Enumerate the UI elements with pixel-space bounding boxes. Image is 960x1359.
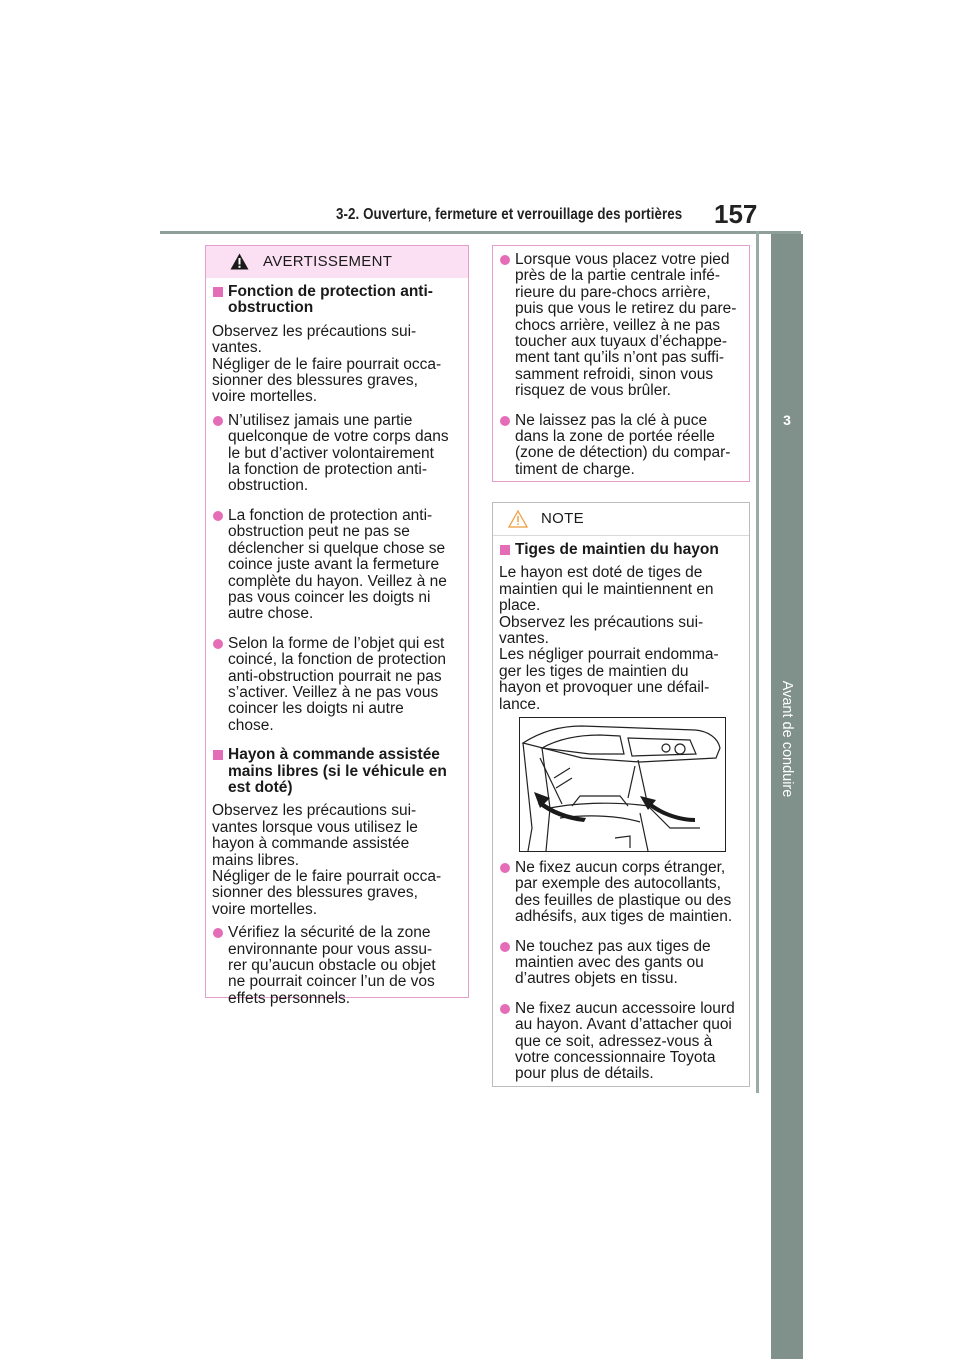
- page-number: 157: [714, 199, 758, 229]
- chapter-tab: [771, 234, 803, 1359]
- note-box: [492, 502, 750, 1087]
- tailgate-support-rods-illustration: [519, 717, 726, 852]
- warning-heading-hands-free: Hayon à commande assistée mains libres (si le véhicule en est doté): [212, 747, 456, 796]
- warning-triangle-icon: [230, 253, 249, 270]
- warning-heading-anti-obstruction: Fonction de protection anti- obstruction: [212, 284, 456, 317]
- caution-triangle-icon: [508, 510, 528, 528]
- chapter-divider: [756, 231, 759, 1093]
- note-bullet: Ne fixez aucun corps étranger, par exemple des autocollants, des feuilles de plastique ou des adhésifs, aux tiges de maintien.: [499, 860, 737, 926]
- note-heading-support-rods: Tiges de maintien du hayon: [499, 542, 737, 558]
- warning-consequence: Négliger de le faire pourrait occa- sionner des blessures graves, voire mortelles.: [212, 868, 442, 918]
- warning-bullet: Lorsque vous placez votre pied près de la partie centrale infé- rieure du pare-chocs arrière, puis que vous le retirez du pare- chocs arrière, veillez à ne pas toucher aux tuyaux d’échappe- ment tant qu’ils n’ont pas suffi- samment refroidi, sinon vous risquez de vous brûler.: [499, 252, 737, 400]
- warning-box-continued: [492, 245, 750, 482]
- note-intro: Observez les précautions sui- vantes.: [499, 613, 704, 648]
- note-intro: Le hayon est doté de tiges de maintien qui le maintiennent en place.: [499, 564, 714, 615]
- warning-label: AVERTISSEMENT: [263, 253, 393, 270]
- note-label: NOTE: [541, 510, 584, 527]
- warning-intro: Observez les précautions sui- vantes.: [212, 322, 417, 357]
- header-divider: [160, 231, 801, 234]
- warning-box: [205, 245, 469, 1007]
- warning-bullet: Vérifiez la sécurité de la zone environnante pour vous assu- rer qu’aucun obstacle ou objet ne pourrait coincer l’un de vos effets personnels.: [212, 925, 456, 1007]
- warning-bullet: Selon la forme de l’objet qui est coincé, la fonction de protection anti-obstruction pourrait ne pas s’activer. Veillez à ne pas vous coincer les doigts ni autre chose.: [212, 636, 456, 734]
- note-bullet: Ne touchez pas aux tiges de maintien avec des gants ou d’autres objets en tissu.: [499, 939, 737, 988]
- warning-intro: Observez les précautions sui- vantes lorsque vous utilisez le hayon à commande assistée mains libres.: [212, 802, 418, 869]
- warning-header: [206, 246, 468, 278]
- warning-bullet: N’utilisez jamais une partie quelconque de votre corps dans le but d’activer volontairement la fonction de protection anti- obstruction.: [212, 413, 456, 495]
- section-title: 3-2. Ouverture, fermeture et verrouillage des portières: [336, 206, 683, 223]
- note-header: [493, 503, 749, 536]
- warning-bullet: La fonction de protection anti- obstruction peut ne pas se déclencher si quelque chose se coince juste avant la fermeture complète du hayon. Veillez à ne pas vous coincer les doigts ni autre chose.: [212, 508, 456, 623]
- note-consequence: Les négliger pourrait endomma- ger les tiges de maintien du hayon et provoquer une défail- lance.: [499, 646, 719, 713]
- note-bullet: Ne fixez aucun accessoire lourd au hayon. Avant d’attacher quoi que ce soit, adressez-vous à votre concessionnaire Toyota pour plus de détails.: [499, 1001, 737, 1083]
- warning-bullet: Ne laissez pas la clé à puce dans la zone de portée réelle (zone de détection) du compar- timent de charge.: [499, 413, 737, 479]
- chapter-title: Avant de conduire: [779, 680, 795, 798]
- warning-consequence: Négliger de le faire pourrait occa- sionner des blessures graves, voire mortelles.: [212, 355, 442, 406]
- chapter-number: 3: [783, 412, 791, 428]
